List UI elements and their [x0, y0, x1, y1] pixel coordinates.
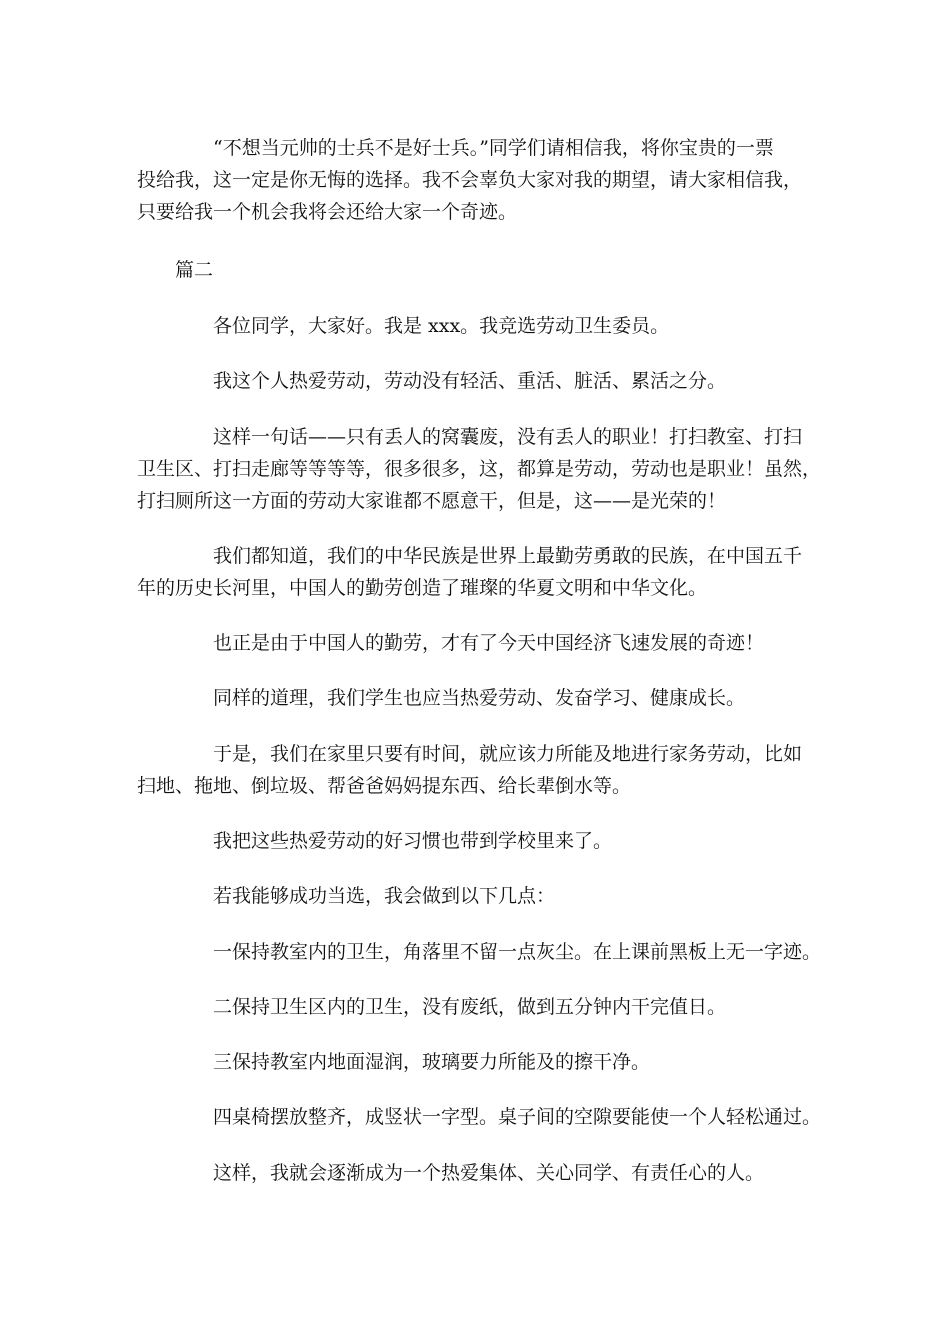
- section-title: 篇二: [175, 259, 214, 281]
- text-line: 也正是由于中国人的勤劳，才有了今天中国经济飞速发展的奇迹！: [213, 632, 765, 654]
- text-line: 同样的道理，我们学生也应当热爱劳动、发奋学习、健康成长。: [213, 687, 746, 709]
- list-item-one: [137, 936, 837, 968]
- text-line: 于是，我们在家里只要有时间，就应该力所能及地进行家务劳动，比如: [213, 743, 803, 765]
- list-item-four: [137, 1101, 837, 1133]
- text-line: 卫生区、打扫走廊等等等等，很多很多，这，都算是劳动，劳动也是职业！虽然，: [137, 458, 822, 480]
- text-line: 三保持教室内地面湿润，玻璃要力所能及的擦干净。: [213, 1051, 651, 1073]
- paragraph-closing-quote: [137, 132, 837, 228]
- section-heading: [137, 254, 837, 286]
- paragraph-greeting: [137, 310, 837, 342]
- text-line: 我这个人热爱劳动，劳动没有轻活、重活、脏活、累活之分。: [213, 370, 727, 392]
- paragraph-love-labor: [137, 365, 837, 397]
- text-line: 一保持教室内的卫生，角落里不留一点灰尘。在上课前黑板上无一字迹。: [213, 941, 822, 963]
- list-item-two: [137, 991, 837, 1023]
- text-line: 打扫厕所这一方面的劳动大家谁都不愿意干，但是，这——是光荣的！: [137, 490, 727, 512]
- list-item-three: [137, 1046, 837, 1078]
- text-line: 年的历史长河里，中国人的勤劳创造了璀璨的华夏文明和中华文化。: [137, 577, 708, 599]
- text-line: 我们都知道，我们的中华民族是世界上最勤劳勇敢的民族，在中国五千: [213, 545, 803, 567]
- text-line: 扫地、拖地、倒垃圾、帮爸爸妈妈提东西、给长辈倒水等。: [137, 775, 632, 797]
- text-line: 这样，我就会逐渐成为一个热爱集体、关心同学、有责任心的人。: [213, 1162, 765, 1184]
- paragraph-economy: [137, 627, 837, 659]
- text-line: 我把这些热爱劳动的好习惯也带到学校里来了。: [213, 830, 613, 852]
- text-line: 只要给我一个机会我将会还给大家一个奇迹。: [137, 201, 518, 223]
- paragraph-conclusion: [137, 1157, 837, 1189]
- paragraph-habits: [137, 825, 837, 857]
- paragraph-if-elected: [137, 880, 837, 912]
- paragraph-students: [137, 682, 837, 714]
- paragraph-housework: [137, 738, 837, 802]
- paragraph-saying: [137, 421, 837, 517]
- text-line: “不想当元帅的士兵不是好士兵。”同学们请相信我，将你宝贵的一票: [213, 137, 774, 159]
- text-line: 若我能够成功当选，我会做到以下几点：: [213, 885, 556, 907]
- text-line: 四桌椅摆放整齐，成竖状一字型。桌子间的空隙要能使一个人轻松通过。: [213, 1106, 822, 1128]
- text-line: 投给我，这一定是你无悔的选择。我不会辜负大家对我的期望，请大家相信我，: [137, 169, 803, 191]
- text-line: 二保持卫生区内的卫生，没有废纸，做到五分钟内干完值日。: [213, 996, 727, 1018]
- text-line: 各位同学，大家好。我是 xxx。我竞选劳动卫生委员。: [213, 315, 670, 337]
- text-line: 这样一句话——只有丢人的窝囊废，没有丢人的职业！打扫教室、打扫: [213, 426, 803, 448]
- paragraph-chinese-nation: [137, 540, 837, 604]
